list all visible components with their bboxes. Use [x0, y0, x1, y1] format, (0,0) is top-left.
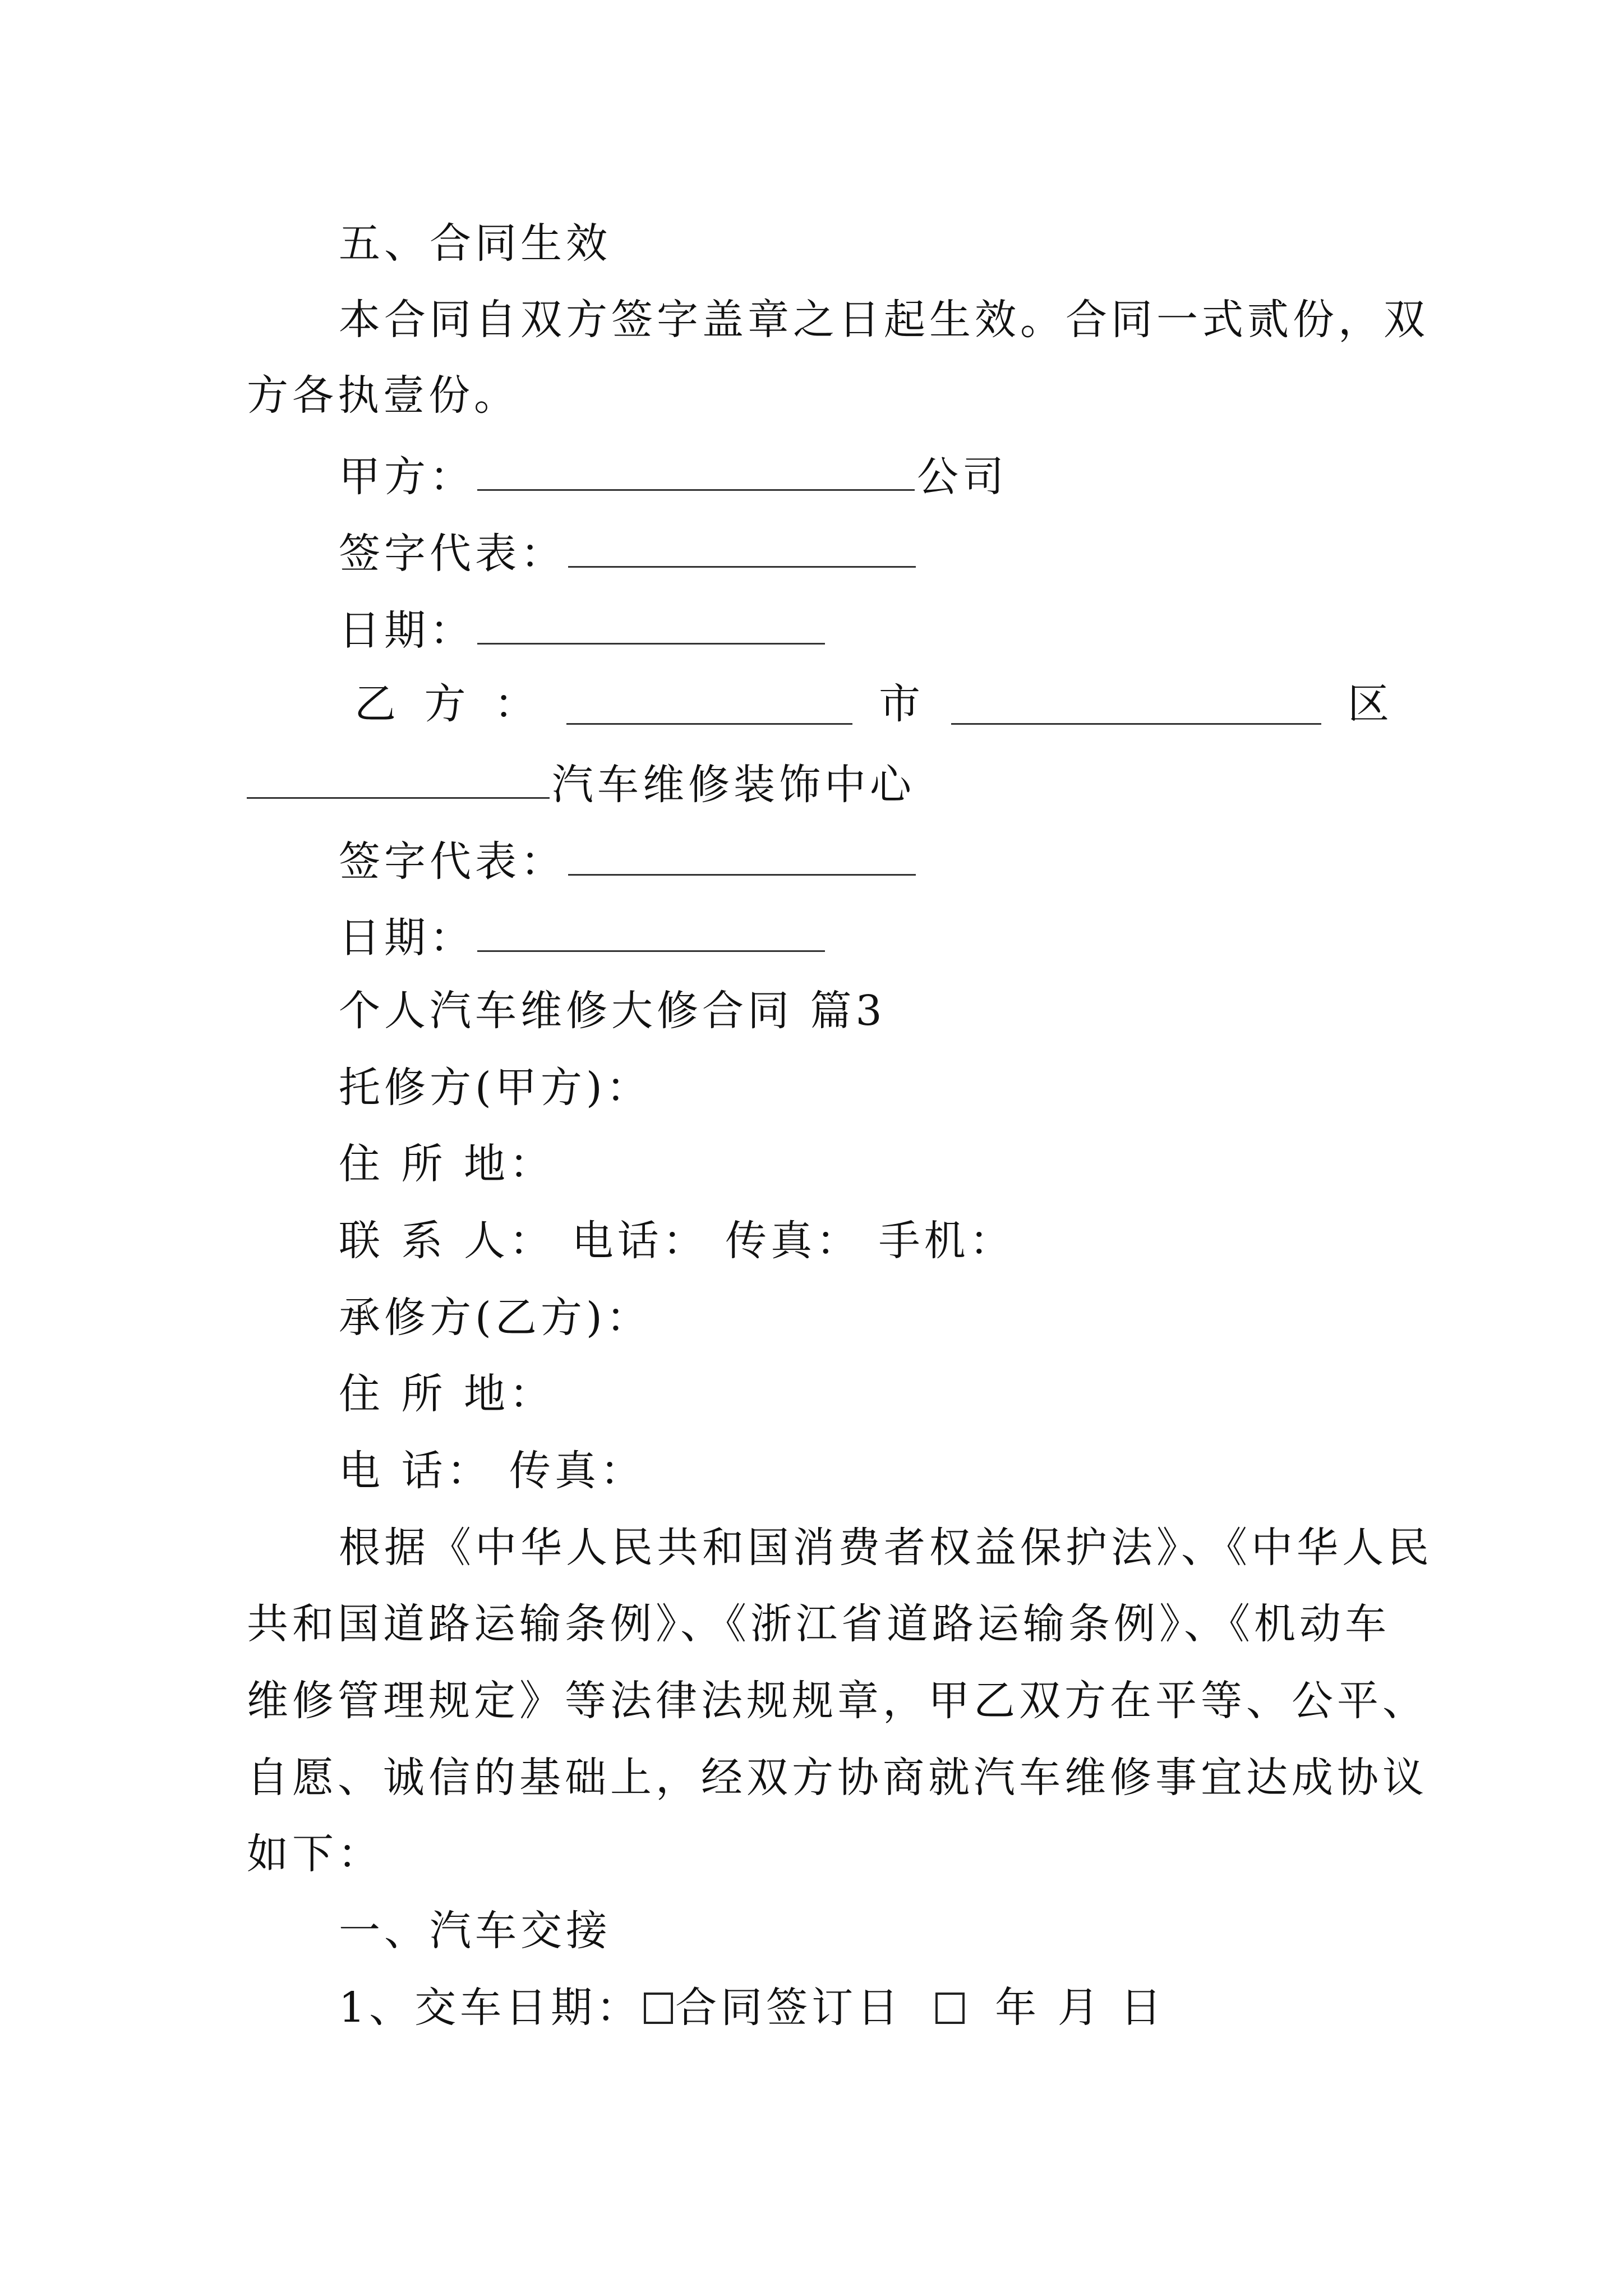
party-b-label-2: 方 [424, 680, 470, 728]
section-heading: 五、合同生效 [339, 219, 611, 268]
paragraph-line: 维修管理规定》等法律法规规章，甲乙双方在平等、公平、 [247, 1677, 1428, 1725]
paragraph-line: 共和国道路运输条例》、《浙江省道路运输条例》、《机动车 [247, 1600, 1390, 1648]
party-a-suffix: 公司 [917, 453, 1008, 501]
date-b-line [339, 913, 827, 962]
sign-rep-b-line [339, 837, 918, 886]
party-b-city-blank [566, 686, 852, 725]
date-label: 日期： [339, 606, 475, 655]
paragraph-line: 根据《中华人民共和国消费者权益保护法》、《中华人民 [339, 1524, 1433, 1572]
entrusting-party-line: 托修方(甲方)： [339, 1064, 652, 1112]
sign-rep-a-blank [568, 529, 916, 568]
contact-line: 联 系 人： 电话： 传真： 手机： [339, 1217, 1015, 1265]
checkbox-icon[interactable] [935, 1993, 965, 2024]
party-a-line [339, 452, 1008, 501]
phone-fax-line: 电 话： 传真： [339, 1447, 646, 1495]
date-a-blank [477, 606, 825, 645]
paragraph-line: 本合同自双方签字盖章之日起生效。合同一式贰份，双 [339, 296, 1429, 344]
party-b-colon: ： [494, 680, 540, 728]
handover-prefix: 1、交车日期： [339, 1984, 642, 2032]
sign-rep-b-blank [568, 837, 916, 876]
paragraph-line: 如下： [247, 1830, 383, 1878]
checkbox-icon[interactable] [644, 1993, 673, 2024]
handover-date-line [339, 1984, 1166, 2032]
contract-title: 个人汽车维修大修合同 篇3 [339, 987, 886, 1035]
paragraph-line: 自愿、诚信的基础上，经双方协商就汽车维修事宜达成协议 [247, 1754, 1428, 1802]
sign-rep-label: 签字代表： [339, 530, 566, 578]
party-b-city: 市 [879, 680, 924, 728]
repair-party-line: 承修方(乙方)： [339, 1294, 652, 1342]
address-a-line: 住 所 地： [339, 1140, 555, 1188]
party-a-label: 甲方： [339, 453, 475, 501]
date-a-line [339, 606, 827, 655]
handover-option-label: 合同签订日 [675, 1984, 903, 2032]
sign-rep-label: 签字代表： [339, 838, 566, 886]
date-b-blank [477, 913, 825, 952]
party-b-line [339, 680, 1393, 728]
handover-date-label: 年 月 日 [995, 1984, 1166, 2032]
party-a-name-blank [477, 452, 915, 491]
party-b-name-blank [247, 760, 550, 799]
paragraph-line: 方各执壹份。 [247, 371, 519, 420]
party-b-label-1: 乙 [354, 680, 400, 728]
address-b-line: 住 所 地： [339, 1370, 555, 1418]
sign-rep-a-line [339, 529, 918, 578]
party-b-district: 区 [1348, 680, 1393, 728]
party-b-name-line [247, 760, 915, 809]
party-b-suffix: 汽车维修装饰中心 [552, 761, 915, 809]
section-heading: 一、汽车交接 [339, 1907, 611, 1955]
date-label: 日期： [339, 914, 475, 962]
party-b-district-blank [951, 686, 1321, 725]
